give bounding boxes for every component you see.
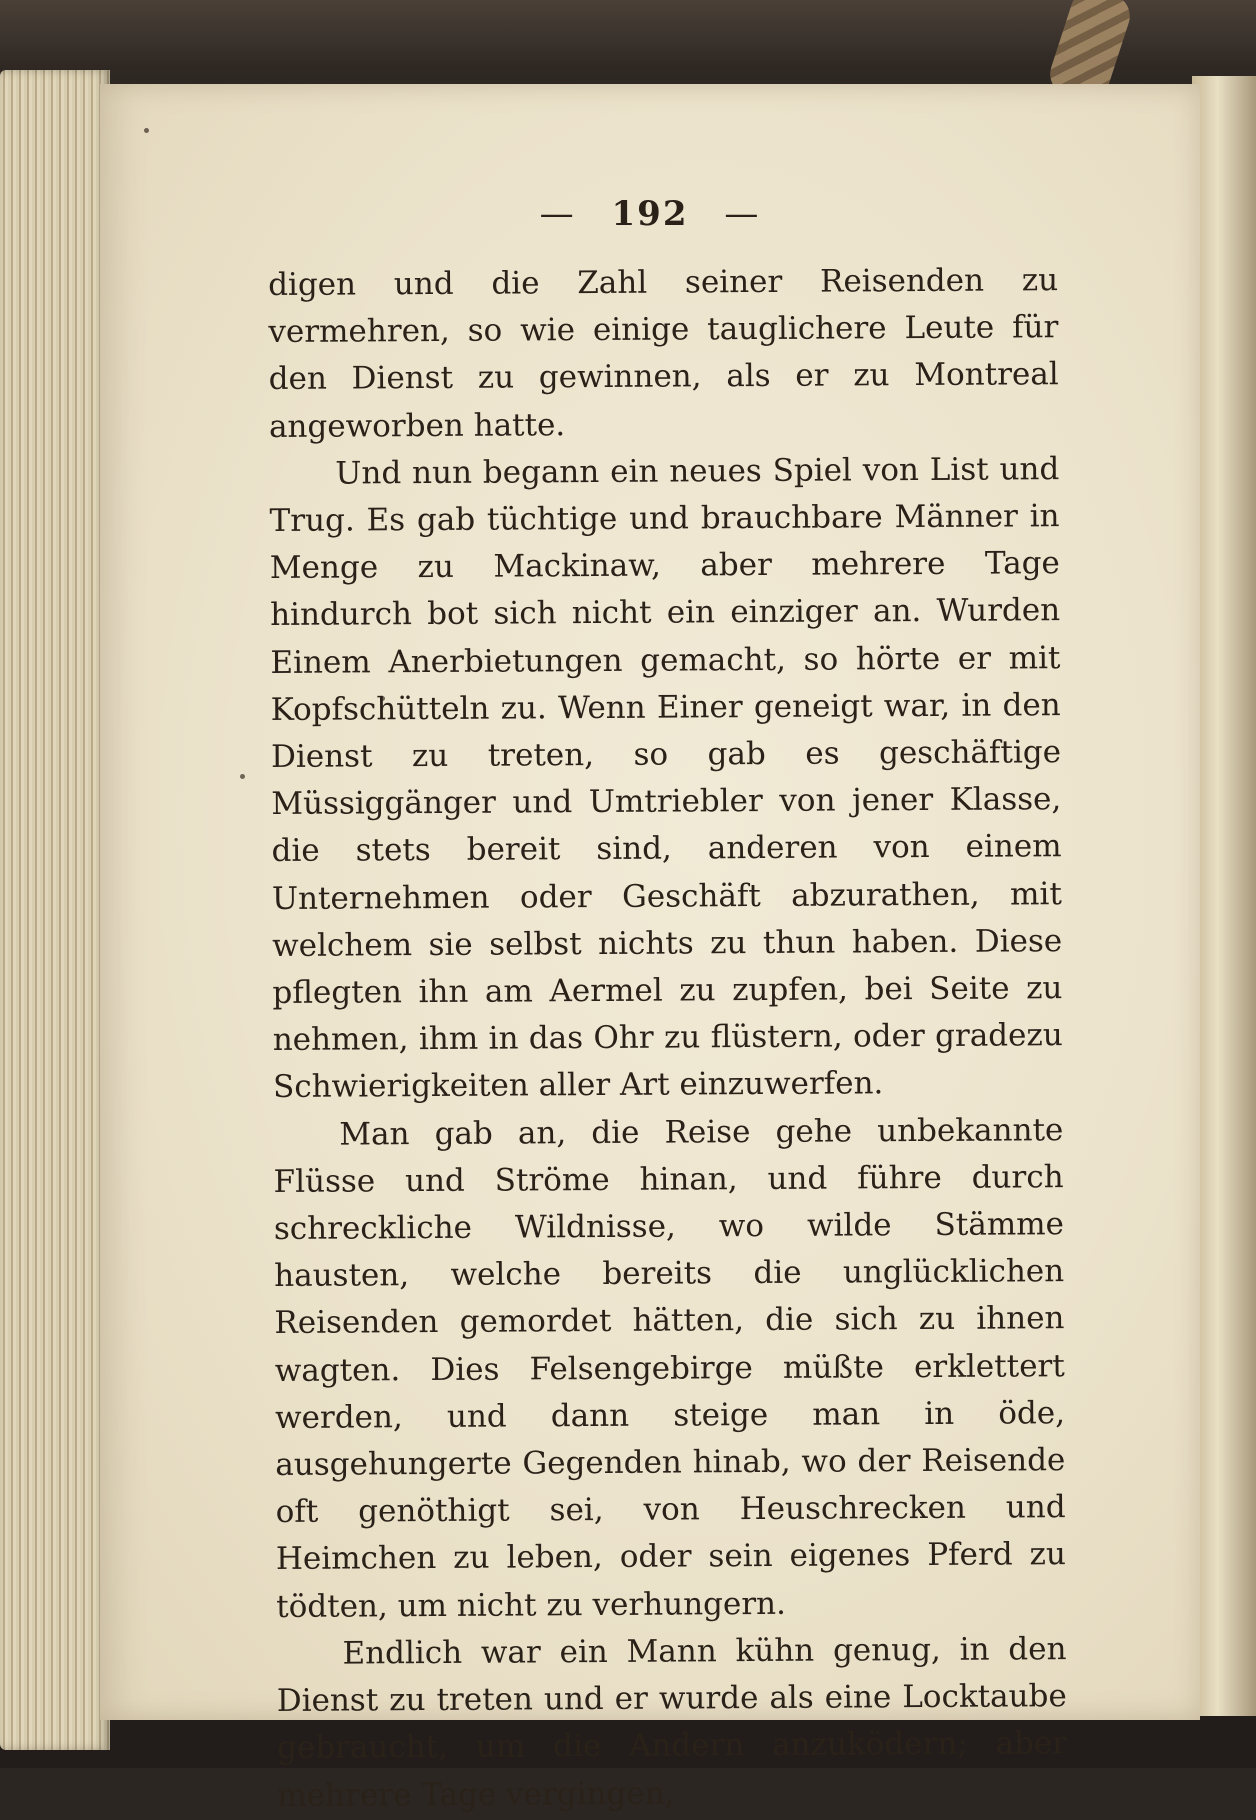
page-number: 192 [611,194,689,234]
paragraph: Endlich war ein Mann kühn genug, in den Dienst zu treten und er wurde als eine Locktaube gebraucht, um die Andern anzuködern; aber mehrere Tage vergingen, [276,1631,1068,1814]
paragraph: Man gab an, die Reise gehe unbekannte Flüsse und Ströme hinan, und führe durch schreckliche Wildnisse, wo wilde Stämme hausten, welche bereits die unglücklichen Reisenden gemordet hätten, die sich zu ihnen wagten. Dies Felsengebirge müßte erklettert werden, und dann steige man in öde, ausgehungerte Gegenden hinab, wo der Reisende oft genöthigt sei, von Heuschrecken und Heimchen zu leben, oder sein eigenes Pferd zu tödten, um nicht zu verhungern. [273,1111,1067,1625]
ink-speck [144,128,149,133]
book-page [100,84,1200,1814]
paragraph-continuation: digen und die Zahl seiner Reisenden zu vermehren, so wie einige tauglichere Leute für den Dienst zu gewinnen, als er zu Montreal angeworben hatte. [268,262,1059,445]
body-text [268,257,1068,1819]
header-dash-right: — [724,194,761,234]
facing-page-edge [1192,76,1256,1716]
page-stack-edges [0,70,110,1750]
page-header [100,194,1200,234]
paragraph: Und nun begann ein neues Spiel von List und Trug. Es gab tüchtige und brauchbare Männer in Menge zu Mackinaw, aber mehrere Tage hindurch bot sich nicht ein einziger an. Wurden Einem Anerbietungen gemacht, so hörte er mit Kopfschütteln zu. Wenn Einer geneigt war, in den Dienst zu treten, so gab es geschäftige Müssiggänger und Umtriebler von jener Klasse, die stets bereit sind, anderen von einem Unternehmen oder Geschäft abzurathen, mit welchem sie selbst nichts zu thun haben. Diese pflegten ihn am Aermel zu zupfen, bei Seite zu nehmen, ihm in das Ohr zu flüstern, oder gradezu Schwierigkeiten aller Art einzuwerfen. [269,450,1063,1106]
ink-speck [240,774,245,779]
header-dash-left: — [539,194,576,234]
